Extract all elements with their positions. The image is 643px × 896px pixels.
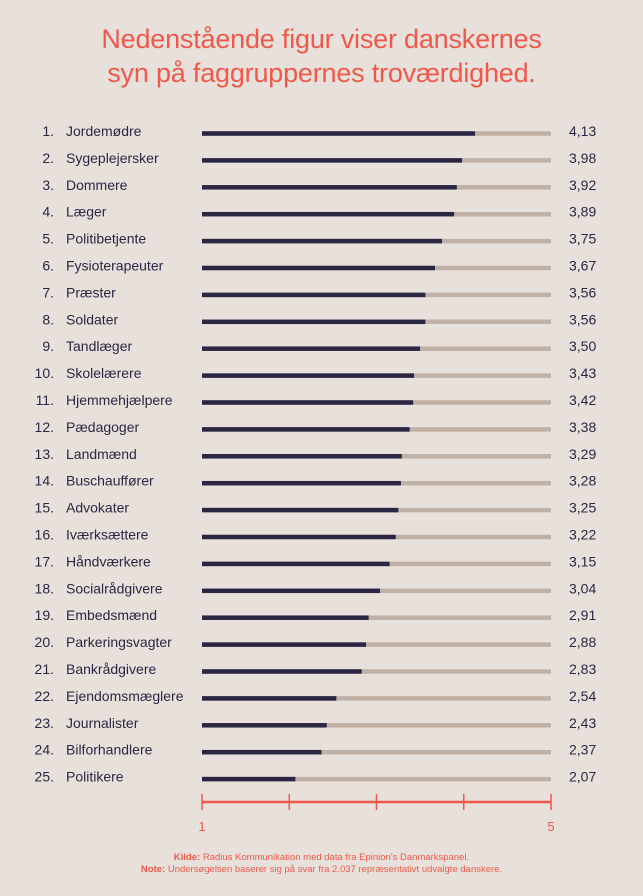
value-label: 3,04	[569, 580, 597, 597]
rank-label: 7.	[42, 284, 54, 301]
value-label: 3,56	[569, 284, 597, 301]
chart-title-line-1: Nedenstående figur viser danskernes	[101, 24, 542, 54]
source-text: Radius Kommunikation med data fra Epinion's Danmarkspanel.	[202, 852, 470, 863]
value-label: 3,98	[569, 149, 597, 166]
category-label: Fysioterapeuter	[66, 257, 164, 274]
rank-label: 21.	[34, 661, 54, 677]
rank-label: 16.	[34, 526, 54, 543]
rank-label: 3.	[42, 176, 54, 193]
category-label: Læger	[66, 203, 107, 220]
bar	[202, 400, 413, 405]
footer	[0, 852, 643, 876]
category-label: Journalister	[66, 714, 139, 731]
value-label: 2,37	[569, 741, 597, 758]
bar	[202, 589, 380, 594]
bar	[202, 535, 396, 540]
rank-label: 6.	[42, 257, 54, 274]
category-label: Socialrådgivere	[66, 580, 163, 597]
rank-label: 13.	[34, 445, 54, 462]
category-label: Jordemødre	[66, 123, 142, 139]
value-label: 2,43	[569, 714, 597, 731]
value-label: 2,91	[569, 607, 597, 624]
bar	[202, 239, 442, 244]
category-label: Buschauffører	[66, 472, 154, 489]
value-label: 3,42	[569, 392, 597, 408]
rank-label: 23.	[34, 714, 54, 731]
bar	[202, 320, 425, 325]
category-label: Præster	[66, 284, 116, 301]
bar	[202, 427, 410, 432]
rank-label: 2.	[42, 149, 54, 166]
rank-label: 17.	[34, 553, 54, 570]
category-label: Politikere	[66, 768, 124, 785]
rank-label: 8.	[42, 311, 54, 328]
value-label: 3,67	[569, 257, 597, 274]
bar	[202, 562, 390, 567]
value-label: 3,25	[569, 499, 597, 516]
bar	[202, 696, 336, 701]
bar	[202, 642, 366, 647]
rank-label: 18.	[34, 580, 54, 597]
value-label: 3,29	[569, 445, 597, 462]
rank-label: 22.	[34, 687, 54, 704]
category-label: Embedsmænd	[66, 607, 158, 624]
bar	[202, 293, 425, 298]
rank-label: 1.	[42, 123, 54, 139]
value-label: 2,83	[569, 661, 597, 677]
value-label: 3,92	[569, 176, 597, 193]
rank-label: 15.	[34, 499, 54, 516]
value-label: 3,50	[569, 338, 597, 355]
category-label: Bankrådgivere	[66, 661, 157, 677]
value-label: 3,22	[569, 526, 597, 543]
source-label: Kilde:	[173, 852, 201, 863]
bar	[202, 750, 322, 755]
value-label: 3,75	[569, 230, 597, 247]
bar	[202, 346, 420, 351]
bar	[202, 508, 398, 512]
value-label: 3,56	[569, 311, 597, 328]
bar	[202, 777, 295, 782]
rank-label: 25.	[34, 768, 54, 785]
rank-label: 24.	[34, 741, 54, 758]
rank-label: 5.	[42, 230, 54, 247]
category-label: Soldater	[66, 311, 119, 328]
bar	[202, 454, 402, 459]
value-label: 2,54	[569, 687, 597, 704]
rank-label: 12.	[34, 418, 54, 435]
rank-label: 10.	[34, 365, 54, 382]
value-label: 2,07	[569, 768, 597, 785]
bar	[202, 185, 457, 190]
rank-label: 11.	[35, 392, 54, 408]
category-label: Tandlæger	[66, 338, 133, 355]
rank-label: 20.	[34, 634, 54, 651]
rank-label: 9.	[42, 338, 54, 355]
bar	[202, 669, 362, 674]
category-label: Iværksættere	[66, 526, 149, 543]
category-label: Pædagoger	[66, 418, 140, 435]
value-label: 4,13	[569, 123, 597, 139]
x-tick-label: 5	[547, 819, 555, 834]
category-label: Parkeringsvagter	[66, 634, 172, 651]
note-label: Note:	[140, 864, 166, 875]
category-label: Advokater	[66, 499, 130, 516]
bar	[202, 615, 369, 620]
x-tick-label: 1	[198, 819, 206, 834]
bar	[202, 481, 401, 486]
bar	[202, 266, 435, 271]
value-label: 3,15	[569, 553, 597, 570]
note-line	[0, 864, 643, 876]
value-label: 2,88	[569, 634, 597, 651]
category-label: Håndværkere	[66, 553, 151, 570]
category-label: Skolelærere	[66, 365, 142, 382]
value-label: 3,38	[569, 418, 597, 435]
category-label: Dommere	[66, 176, 128, 193]
value-label: 3,89	[569, 203, 597, 220]
note-text: Undersøgelsen baserer sig på svar fra 2.037 repræsentativt udvalgte danskere.	[167, 864, 503, 875]
bar	[202, 131, 475, 136]
category-label: Hjemmehjælpere	[66, 392, 173, 408]
bar	[202, 723, 327, 728]
rank-label: 14.	[34, 472, 54, 489]
bar	[202, 373, 414, 378]
category-label: Landmænd	[66, 445, 137, 462]
rank-label: 19.	[34, 607, 54, 624]
value-label: 3,43	[569, 365, 597, 382]
category-label: Sygeplejersker	[66, 149, 159, 166]
category-label: Bilforhandlere	[66, 741, 153, 758]
category-label: Politibetjente	[66, 230, 147, 247]
category-label: Ejendomsmæglere	[66, 687, 184, 704]
bar	[202, 158, 462, 163]
source-line	[0, 852, 643, 864]
rank-label: 4.	[42, 203, 54, 220]
chart-title-line-2: syn på faggruppernes troværdighed.	[107, 58, 536, 88]
bar	[202, 212, 454, 217]
value-label: 3,28	[569, 472, 597, 489]
